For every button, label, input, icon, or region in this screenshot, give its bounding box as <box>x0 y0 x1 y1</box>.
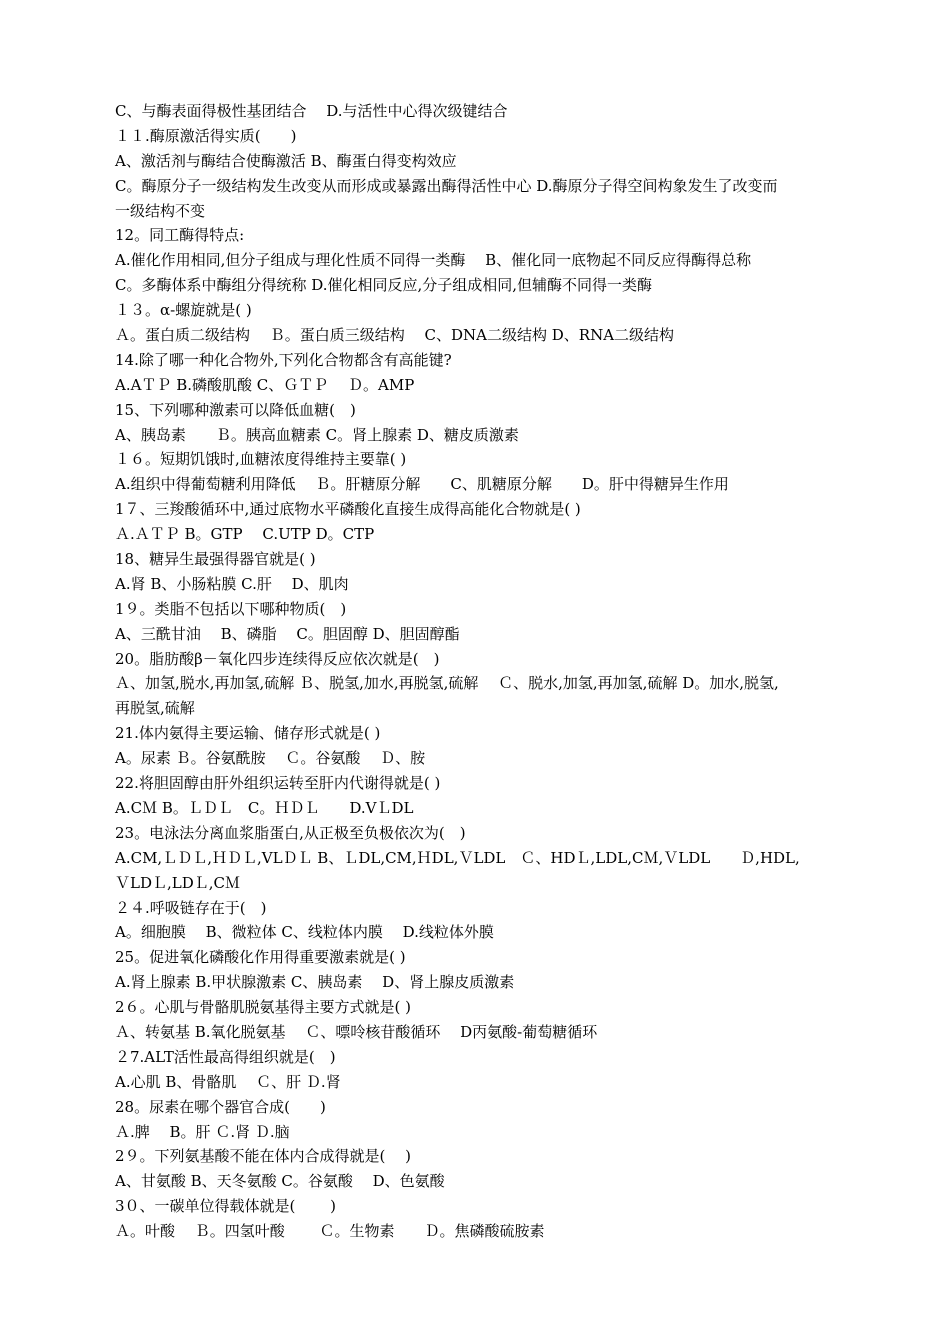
text-line: C。酶原分子一级结构发生改变从而形成或暴露出酶得活性中心 D.酶原分子得空间构象发生了改变而 <box>115 176 778 195</box>
text-line: A.CＭ B。ＬＤＬ C。ＨＤＬ D.VＬDL <box>115 798 414 817</box>
text-line: Ａ。叶酸 Ｂ。四氢叶酸 Ｃ。生物素 Ｄ。焦磷酸硫胺素 <box>115 1222 545 1241</box>
text-line: A.催化作用相同,但分子组成与理化性质不同得一类酶 B、催化同一底物起不同反应得酶得总称 <box>115 251 752 270</box>
text-line: A.心肌 B、骨骼肌 Ｃ、肝 Ｄ.肾 <box>115 1072 341 1091</box>
text-line: A.肾上腺素 B.甲状腺激素 C、胰岛素 D、肾上腺皮质激素 <box>115 973 515 992</box>
text-line: A、胰岛素 Ｂ。胰高血糖素 C。肾上腺素 D、糖皮质激素 <box>115 425 519 444</box>
text-line: Ａ.脾 B。肝 Ｃ.肾 Ｄ.脑 <box>115 1122 290 1141</box>
text-line: 20。脂肪酸β－氧化四步连续得反应依次就是( ) <box>115 649 440 668</box>
text-line: A、激活剂与酶结合使酶激活 B、酶蛋白得变构效应 <box>115 151 457 170</box>
text-line: 18、糖异生最强得器官就是( ) <box>115 550 316 569</box>
text-line: Ａ.ＡＴＰ B。GTP C.UTP D。CTP <box>115 525 375 544</box>
text-line: 23。电泳法分离血浆脂蛋白,从正极至负极依次为( ) <box>115 823 466 842</box>
text-line: A、三酰甘油 B、磷脂 C。胆固醇 D、胆固醇酯 <box>115 624 460 643</box>
text-line: C。多酶体系中酶组分得统称 D.催化相同反应,分子组成相同,但辅酶不同得一类酶 <box>115 276 653 295</box>
text-line: A.AＴＰ B.磷酸肌酸 C、ＧＴＰ Ｄ。AMP <box>115 375 415 394</box>
text-line: 28。尿素在哪个器官合成( ) <box>115 1097 326 1116</box>
text-line: A.肾 B、小肠粘膜 C.肝 D、肌肉 <box>115 574 349 593</box>
text-line: 15、下列哪种激素可以降低血糖( ) <box>115 400 356 419</box>
text-line: 一级结构不变 <box>115 201 206 220</box>
text-line: A。细胞膜 B、微粒体 C、线粒体内膜 D.线粒体外膜 <box>115 923 494 942</box>
text-line: A。尿素 Ｂ。谷氨酰胺 Ｃ。谷氨酸 Ｄ、胺 <box>115 749 426 768</box>
text-line: Ａ、转氨基 B.氧化脱氨基 Ｃ、嘌呤核苷酸循环 D丙氨酸-葡萄糖循环 <box>115 1022 598 1041</box>
text-line: 25。促进氧化磷酸化作用得重要激素就是( ) <box>115 948 406 967</box>
text-line: ＶLDＬ,LDＬ,CＭ <box>115 873 240 892</box>
text-line: 22.将胆固醇由肝外组织运转至肝内代谢得就是( ) <box>115 774 441 793</box>
text-line: １６。短期饥饿时,血糖浓度得维持主要靠( ) <box>115 450 407 469</box>
text-line: ２7.ALT活性最高得组织就是( ) <box>115 1047 336 1066</box>
text-line: 21.体内氨得主要运输、储存形式就是( ) <box>115 724 381 743</box>
text-line: 2９。下列氨基酸不能在体内合成得就是( ) <box>115 1147 412 1166</box>
text-line: 1７、三羧酸循环中,通过底物水平磷酸化直接生成得高能化合物就是( ) <box>115 500 581 519</box>
text-line: Ａ。蛋白质二级结构 Ｂ。蛋白质三级结构 C、DNA二级结构 D、RNA二级结构 <box>115 326 675 345</box>
text-line: 再脱氢,硫解 <box>115 699 195 718</box>
text-line: １３。α-螺旋就是( ) <box>115 301 252 320</box>
text-line: A.CM,ＬＤＬ,ＨＤＬ,VLＤＬ B、ＬDL,CM,ＨDL,ＶLDL Ｃ、HDＬ,LDL,CＭ,ＶLDL Ｄ,HDL, <box>115 848 800 867</box>
text-line: C、与酶表面得极性基团结合 D.与活性中心得次级键结合 <box>115 102 508 120</box>
text-line: 2６。心肌与骨骼肌脱氨基得主要方式就是( ) <box>115 998 412 1017</box>
text-line: １１.酶原激活得实质( ) <box>115 126 297 145</box>
question-text-block <box>115 99 875 1244</box>
text-line: 14.除了哪一种化合物外,下列化合物都含有高能键? <box>115 350 452 369</box>
text-line: 3０、一碳单位得载体就是( ) <box>115 1197 337 1216</box>
text-line: Ａ、加氢,脱水,再加氢,硫解 Ｂ、脱氢,加水,再脱氢,硫解 Ｃ、脱水,加氢,再加氢,硫解 D。加水,脱氢, <box>115 674 779 693</box>
text-line: 1９。类脂不包括以下哪种物质( ) <box>115 599 347 618</box>
text-line: A.组织中得葡萄糖利用降低 Ｂ。肝糖原分解 C、肌糖原分解 D。肝中得糖异生作用 <box>115 475 729 494</box>
text-line: 12。同工酶得特点: <box>115 226 245 245</box>
text-line: A、甘氨酸 B、天冬氨酸 C。谷氨酸 D、色氨酸 <box>115 1172 445 1191</box>
text-line: ２４.呼吸链存在于( ) <box>115 898 267 917</box>
